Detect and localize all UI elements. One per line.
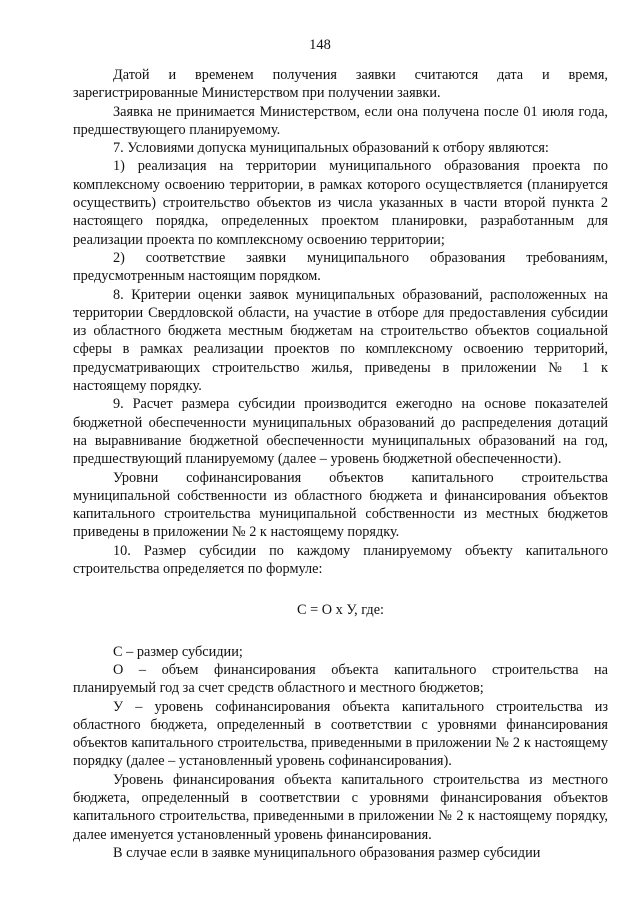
- definition-o: О – объем финансирования объекта капитального строительства на планируемый год за счет средств областного и местного бюджетов;: [73, 661, 608, 697]
- paragraph-9-calculation: 9. Расчет размера субсидии производится ежегодно на основе показателей бюджетной обеспеченности муниципальных образований до распределения дотаций на выравнивание бюджетной обеспеченности муниципальных образований на год, предшествующий планируемому (далее – уровень бюджетной обеспеченности).: [73, 396, 608, 468]
- paragraph-10-formula-intro: 10. Размер субсидии по каждому планируемому объекту капитального строительства определяется по формуле:: [73, 542, 608, 578]
- paragraph-7-condition-1: 1) реализация на территории муниципального образования проекта по комплексному освоению территории, в рамках которого осуществляется (планируется осуществить) строительство объектов из числа указанных в части второй пункта 2 настоящего порядка, определенных проектом планировки, разработанным для реализации проекта по комплексному освоению территории;: [73, 158, 608, 248]
- paragraph-continuation: В случае если в заявке муниципального образования размер субсидии: [113, 844, 541, 861]
- paragraph-8-criteria: 8. Критерии оценки заявок муниципальных образований, расположенных на территории Свердловской области, на участие в отборе для предоставления субсидии из областного бюджета местным бюджетам на строительство объектов социальной сферы в рамках реализации проектов по комплексному освоению территорий, предусматривающих строительство жилья, приведены в приложении № 1 к настоящему порядку.: [73, 286, 608, 395]
- document-body: [73, 66, 608, 862]
- paragraph-registration-date: Датой и временем получения заявки считаются дата и время, зарегистрированные Министерством при получении заявки.: [73, 67, 608, 102]
- paragraph-local-funding-level: Уровень финансирования объекта капитального строительства из местного бюджета, определенный в соответствии с уровнями финансирования объектов капитального строительства, приведенными в приложении № 2 к настоящему порядку, далее именуется установленный уровень финансирования.: [73, 771, 608, 843]
- page-number: 148: [309, 37, 331, 53]
- paragraph-7-heading: 7. Условиями допуска муниципальных образований к отбору являются:: [113, 140, 549, 157]
- paragraph-deadline: Заявка не принимается Министерством, если она получена после 01 июля года, предшествующего планируемому.: [73, 103, 608, 138]
- definition-c: С – размер субсидии;: [113, 643, 243, 660]
- paragraph-7-condition-2: 2) соответствие заявки муниципального образования требованиям, предусмотренным настоящим порядком.: [73, 249, 608, 285]
- subsidy-formula: С = О х У, где:: [296, 602, 385, 619]
- definition-u: У – уровень софинансирования объекта капитального строительства из областного бюджета, определенный в соответствии с уровнями финансирования объектов капитального строительства, приведенными в приложении № 2 к настоящему порядку (далее – установленный уровень софинансирования).: [73, 698, 608, 770]
- paragraph-cofinancing-levels: Уровни софинансирования объектов капитального строительства муниципальной собственности из областного бюджета и финансирования объектов капитального строительства муниципальной собственности из местных бюджетов приведены в приложении № 2 к настоящему порядку.: [73, 469, 608, 541]
